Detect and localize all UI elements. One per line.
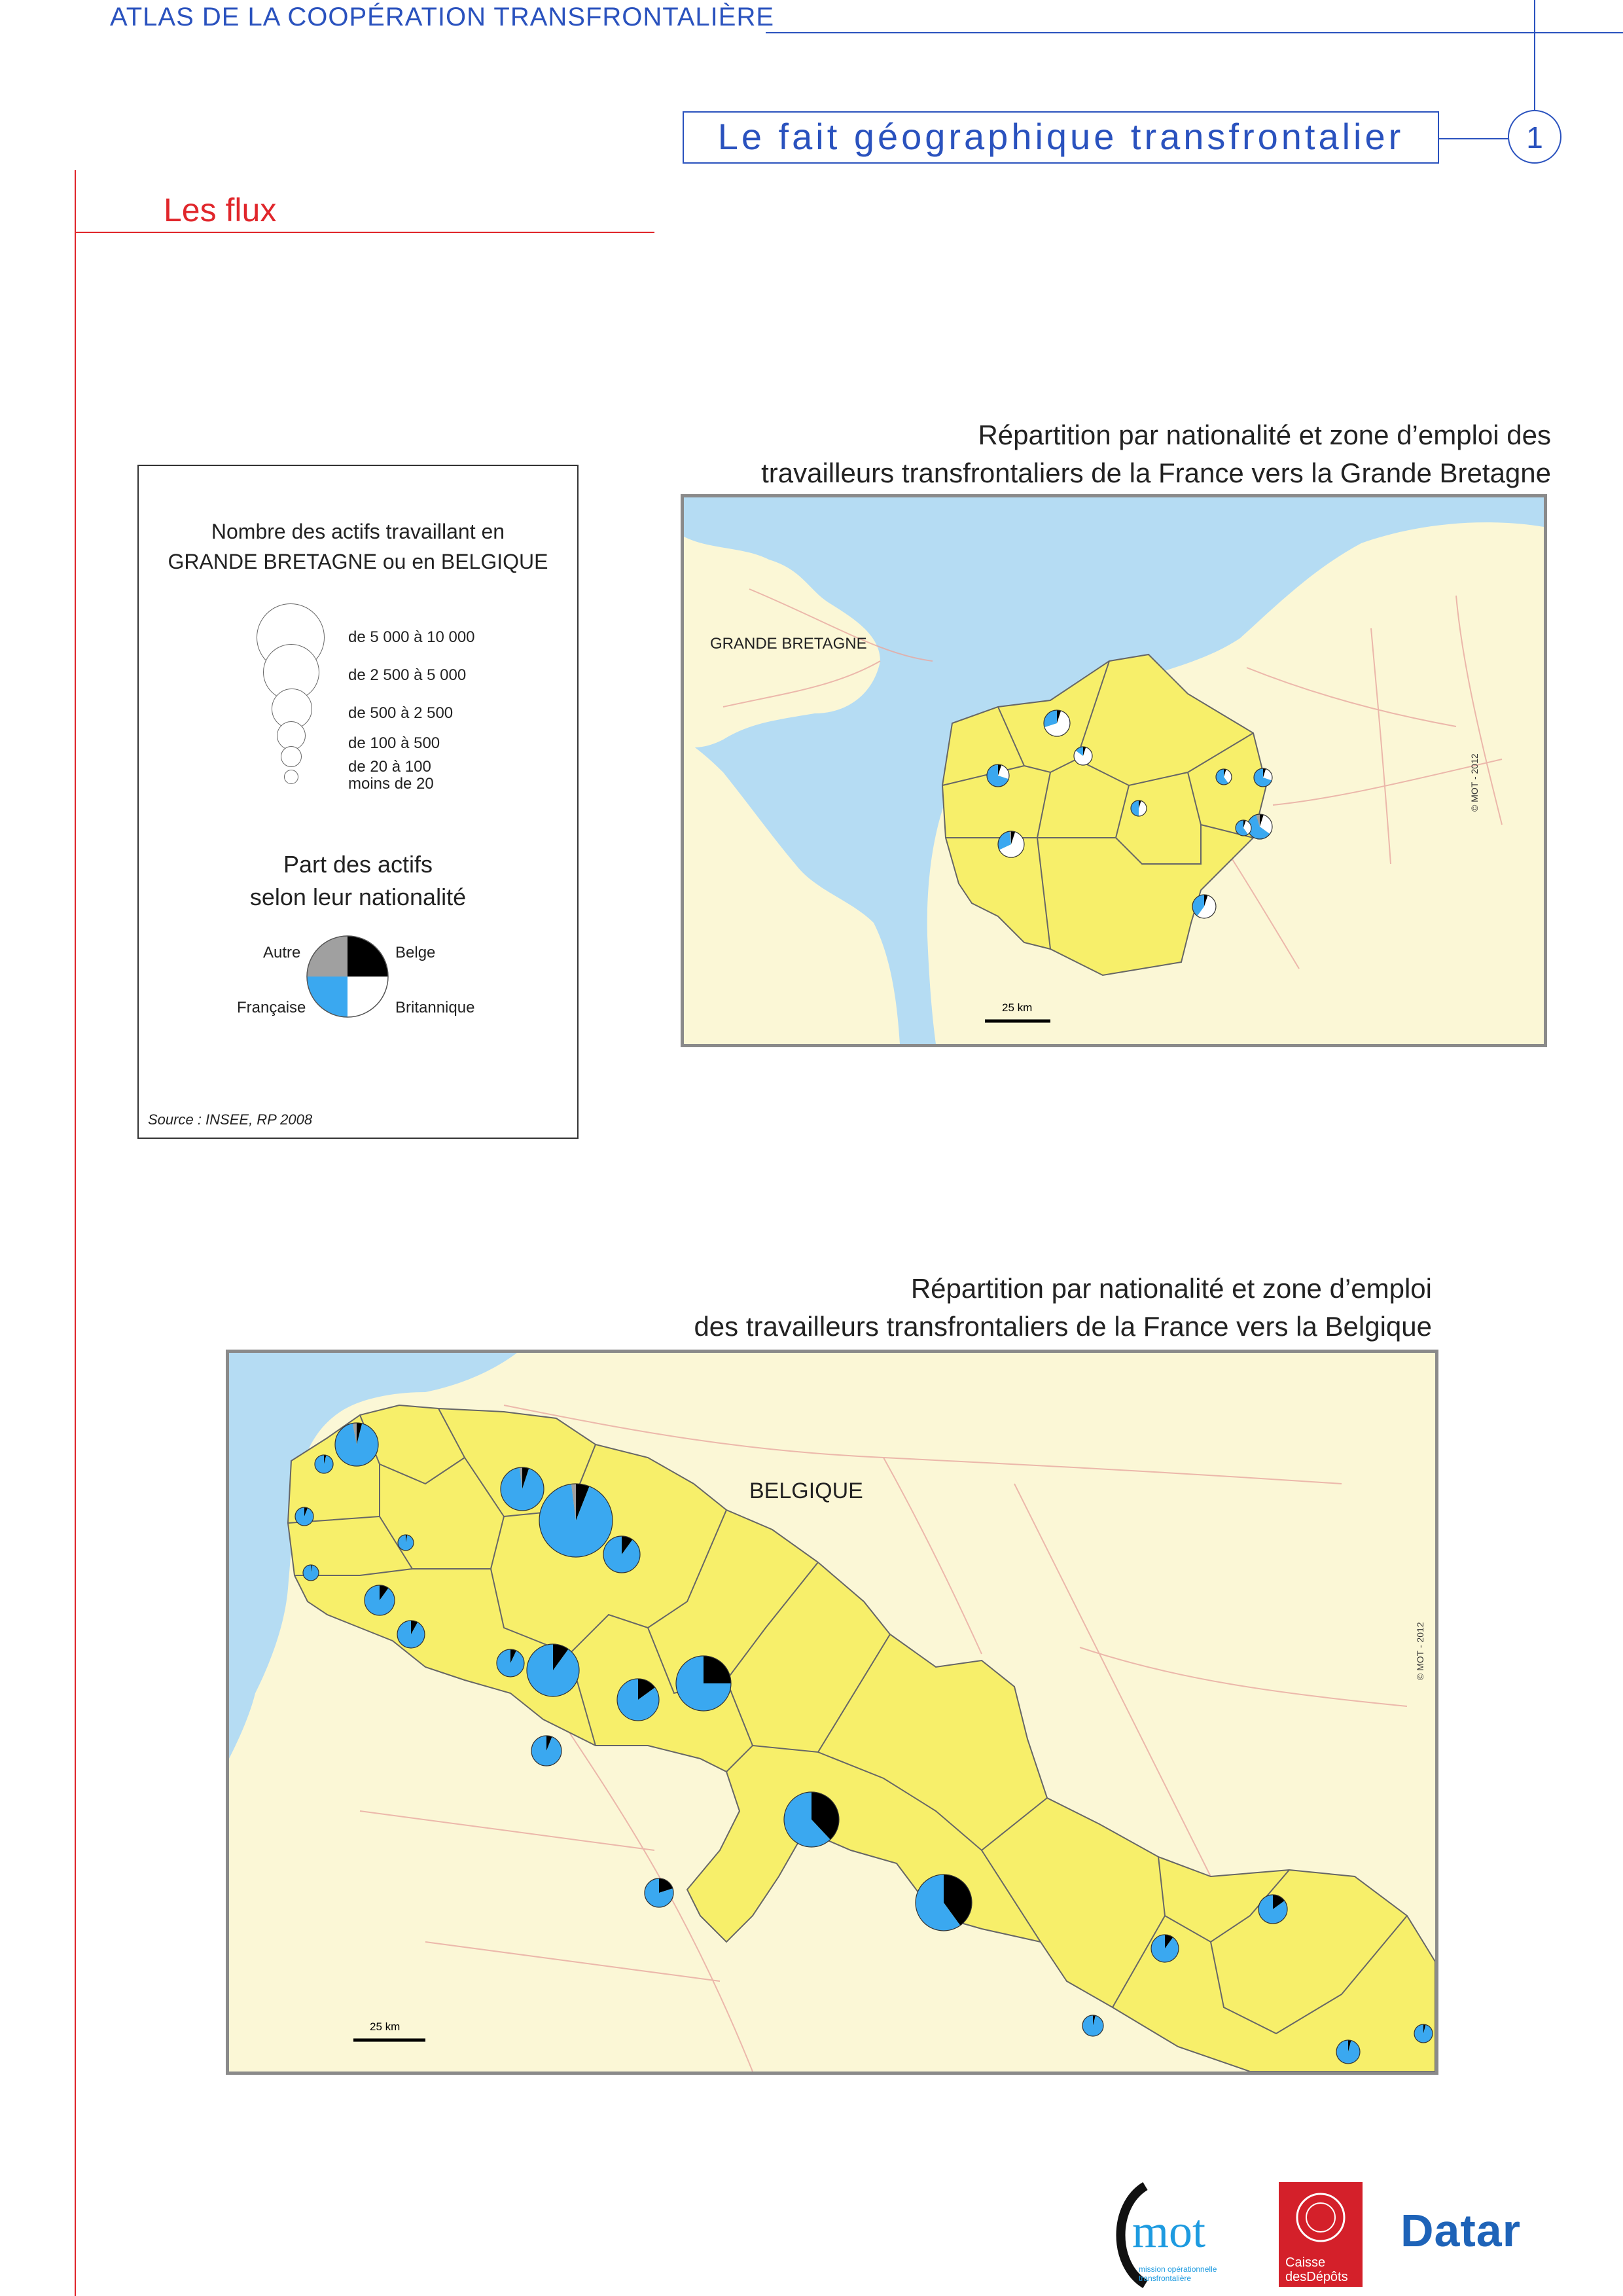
map-be-pie-23 <box>1336 2040 1360 2064</box>
map-be-pie-13 <box>617 1679 659 1721</box>
map-be-pie-1 <box>335 1423 378 1466</box>
map-be-title-line2: des travailleurs transfrontaliers de la France vers la Belgique <box>694 1311 1432 1342</box>
map-be-pie-18 <box>916 1874 972 1931</box>
legend-size-label-1: de 5 000 à 10 000 <box>348 628 475 646</box>
map-be-pie-21 <box>1082 2015 1103 2036</box>
map-gb-pie-9 <box>1236 820 1251 836</box>
map-be-pie-2 <box>315 1455 333 1473</box>
map-be-pie-10 <box>397 1621 425 1648</box>
map-be-title <box>694 1270 1432 1346</box>
legend-size-circle-6 <box>284 770 298 784</box>
map-be-pie-17 <box>645 1878 673 1907</box>
legend-size-label-2: de 2 500 à 5 000 <box>348 666 467 684</box>
map-be-pie-7 <box>539 1484 613 1557</box>
map-gb-pie-3 <box>987 764 1009 787</box>
map-gb-pie-4 <box>1254 768 1272 787</box>
mot-logo <box>1106 2179 1257 2291</box>
map-be-pie-16 <box>784 1792 839 1847</box>
map-gb-title-line2: travailleurs transfrontaliers de la France vers la Grande Bretagne <box>761 457 1551 488</box>
legend-nat-french: Française <box>237 999 306 1016</box>
map-be-pie-20 <box>1151 1935 1179 1962</box>
legend-size-title-line1: Nombre des actifs travaillant en <box>211 520 505 543</box>
legend-nat-title-line1: Part des actifs <box>283 851 433 878</box>
map-be-scale-label: 25 km <box>370 2020 401 2033</box>
legend-size-label-4: de 100 à 500 <box>348 734 440 752</box>
map-gb-title-line1: Répartition par nationalité et zone d’emploi des <box>978 420 1551 450</box>
legend-size-label-3: de 500 à 2 500 <box>348 704 454 722</box>
map-be-country-label: BELGIQUE <box>749 1479 863 1503</box>
map-be-pie-4 <box>398 1535 414 1551</box>
mot-logo-caption: mission opérationnelle transfrontalière <box>1139 2265 1217 2283</box>
map-be-pie-3 <box>295 1507 313 1526</box>
map-be-pie-5 <box>303 1565 319 1581</box>
map-gb-scale-label: 25 km <box>1002 1001 1033 1014</box>
atlas-title: ATLAS DE LA COOPÉRATION TRANSFRONTALIÈRE <box>110 3 775 31</box>
map-gb-pie-6 <box>1131 800 1147 816</box>
legend-nationality-pie <box>306 935 389 1018</box>
map-be-pie-22 <box>1414 2024 1433 2043</box>
map-be-pie-8 <box>603 1536 640 1573</box>
legend-size-label-5: de 20 à 100 <box>348 758 431 776</box>
map-be-pie-9 <box>365 1585 395 1615</box>
map-be-pie-11 <box>497 1649 524 1677</box>
map-gb <box>681 494 1547 1047</box>
legend-nat-british: Britannique <box>395 999 475 1016</box>
map-gb-pie-10 <box>1192 895 1216 918</box>
legend-source: Source : INSEE, RP 2008 <box>148 1111 313 1128</box>
section-title: Le fait géographique transfrontalier <box>683 111 1439 164</box>
map-be-title-line1: Répartition par nationalité et zone d’emploi <box>910 1273 1432 1304</box>
legend-size-circle-5 <box>281 746 302 767</box>
map-gb-title <box>761 416 1551 492</box>
map-gb-pie-8 <box>998 831 1024 857</box>
subsection-title: Les flux <box>164 192 277 228</box>
map-be-pie-15 <box>531 1736 562 1766</box>
map-gb-credit: © MOT - 2012 <box>1469 753 1480 812</box>
caisse-logo-line1: Caisse <box>1285 2255 1326 2270</box>
legend-size-title-line2: GRANDE BRETAGNE ou en BELGIQUE <box>168 550 548 573</box>
map-gb-pie-2 <box>1074 747 1092 765</box>
map-legend <box>137 465 579 1139</box>
legend-nat-belgian: Belge <box>395 944 436 961</box>
map-gb-pie-1 <box>1044 710 1070 736</box>
legend-size-label-6: moins de 20 <box>348 775 434 793</box>
map-gb-pie-5 <box>1216 769 1232 785</box>
datar-logo: Datar <box>1400 2205 1521 2256</box>
map-gb-country-label: GRANDE BRETAGNE <box>710 635 867 653</box>
chapter-number: 1 <box>1508 110 1561 164</box>
caisse-des-depots-logo <box>1279 2182 1363 2287</box>
map-be <box>226 1350 1438 2075</box>
map-be-pie-19 <box>1258 1895 1287 1924</box>
legend-nat-title-line2: selon leur nationalité <box>249 884 467 910</box>
legend-nat-other: Autre <box>263 944 301 961</box>
map-be-pie-12 <box>527 1644 579 1696</box>
map-be-credit: © MOT - 2012 <box>1415 1622 1425 1680</box>
map-be-pie-14 <box>676 1656 731 1711</box>
map-be-pie-6 <box>501 1467 544 1511</box>
mot-logo-text: mot <box>1132 2205 1206 2257</box>
caisse-logo-line2: desDépôts <box>1285 2270 1348 2284</box>
